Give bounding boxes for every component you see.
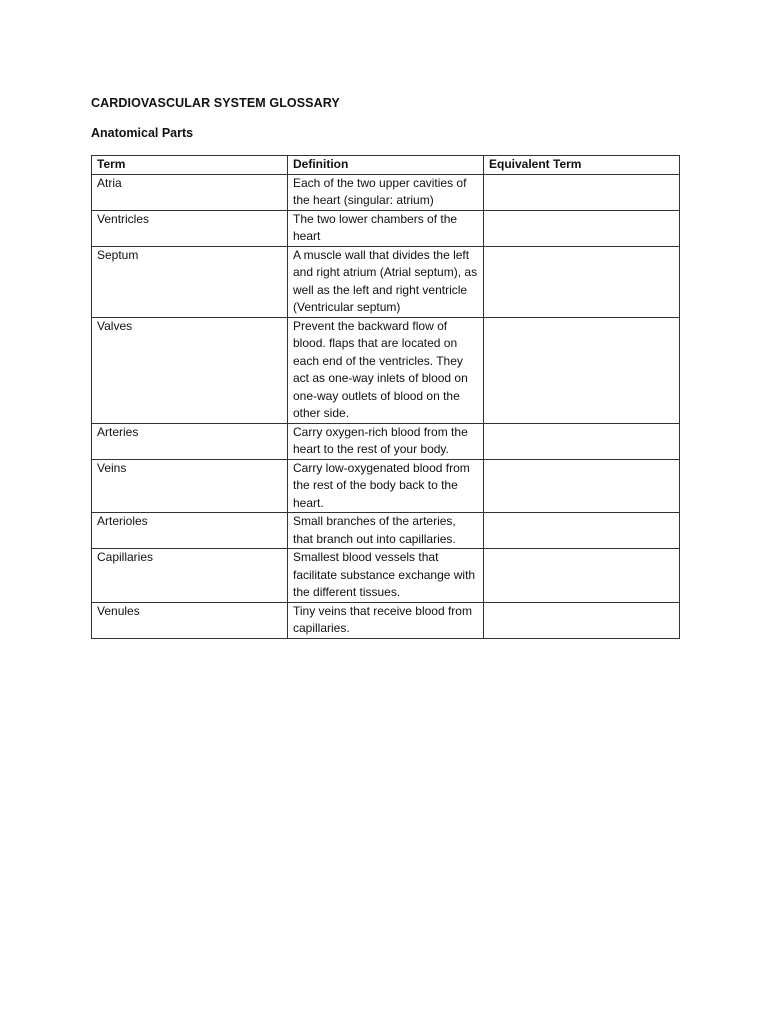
section-heading: Anatomical Parts (91, 126, 194, 140)
term-cell: Arterioles (92, 513, 288, 549)
table-row (92, 174, 680, 210)
term-cell: Ventricles (92, 210, 288, 246)
definition-cell: The two lower chambers of the heart (288, 210, 484, 246)
table-row (92, 423, 680, 459)
term-cell: Atria (92, 174, 288, 210)
equivalent-term-cell (484, 549, 680, 603)
equivalent-term-cell (484, 423, 680, 459)
definition-cell: Small branches of the arteries, that branch out into capillaries. (288, 513, 484, 549)
table-row (92, 513, 680, 549)
table-header-row (92, 156, 680, 175)
term-cell: Septum (92, 246, 288, 317)
term-cell: Venules (92, 602, 288, 638)
column-header-term: Term (92, 156, 288, 175)
table-row (92, 210, 680, 246)
table-row (92, 602, 680, 638)
equivalent-term-cell (484, 513, 680, 549)
equivalent-term-cell (484, 459, 680, 513)
definition-cell: Carry low-oxygenated blood from the rest of the body back to the heart. (288, 459, 484, 513)
equivalent-term-cell (484, 246, 680, 317)
term-cell: Arteries (92, 423, 288, 459)
table-row (92, 246, 680, 317)
term-cell: Valves (92, 317, 288, 423)
definition-cell: Smallest blood vessels that facilitate substance exchange with the different tissues. (288, 549, 484, 603)
term-cell: Veins (92, 459, 288, 513)
term-cell: Capillaries (92, 549, 288, 603)
equivalent-term-cell (484, 174, 680, 210)
table-row (92, 459, 680, 513)
document-page (91, 94, 679, 635)
definition-cell: Each of the two upper cavities of the heart (singular: atrium) (288, 174, 484, 210)
table-row (92, 549, 680, 603)
equivalent-term-cell (484, 317, 680, 423)
column-header-definition: Definition (288, 156, 484, 175)
equivalent-term-cell (484, 210, 680, 246)
column-header-equivalent-term: Equivalent Term (484, 156, 680, 175)
glossary-table (91, 155, 680, 639)
document-title: CARDIOVASCULAR SYSTEM GLOSSARY (91, 96, 340, 110)
definition-cell: Carry oxygen-rich blood from the heart to the rest of your body. (288, 423, 484, 459)
definition-cell: Prevent the backward flow of blood. flaps that are located on each end of the ventricles. They act as one-way inlets of blood on one-way outlets of blood on the other side. (288, 317, 484, 423)
definition-cell: A muscle wall that divides the left and right atrium (Atrial septum), as well as the left and right ventricle (Ventricular septum) (288, 246, 484, 317)
equivalent-term-cell (484, 602, 680, 638)
definition-cell: Tiny veins that receive blood from capillaries. (288, 602, 484, 638)
table-row (92, 317, 680, 423)
